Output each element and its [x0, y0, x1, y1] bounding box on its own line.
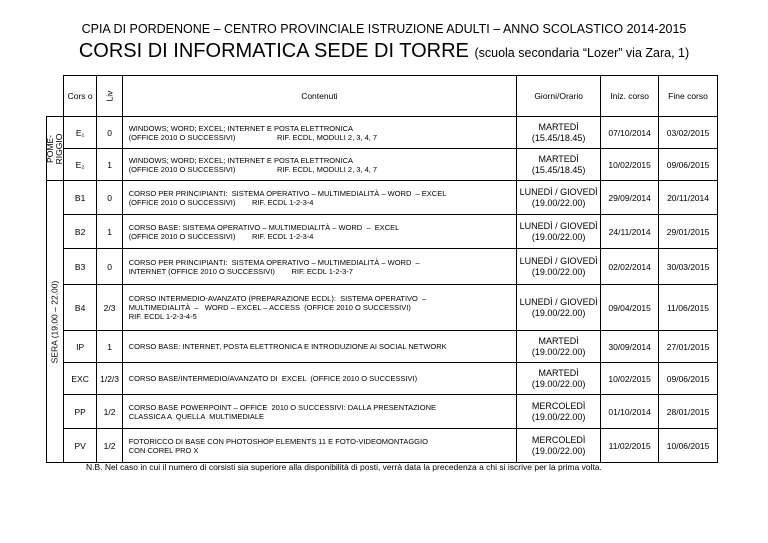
contenuti-line2: CLASSICA A QUELLA MULTIMEDIALE — [128, 411, 265, 421]
cell-inizio: 11/02/2015 — [601, 429, 659, 463]
table-row — [47, 331, 718, 363]
title-subtitle: (scuola secondaria “Lozer” via Zara, 1) — [474, 46, 690, 60]
cell-corso: B1 — [63, 181, 97, 215]
cell-fine: 28/01/2015 — [659, 395, 718, 429]
cell-inizio: 10/02/2015 — [601, 149, 659, 181]
cell-giorni — [517, 215, 601, 249]
table-row — [47, 117, 718, 149]
cell-inizio: 24/11/2014 — [601, 215, 659, 249]
cell-corso: PP — [63, 395, 97, 429]
table-row — [47, 285, 718, 331]
cell-corso: E₂ — [63, 149, 97, 181]
table-row — [47, 429, 718, 463]
giorni-day: MARTEDÌ — [538, 121, 579, 132]
giorni-day: MERCOLEDÌ — [531, 434, 586, 445]
cell-corso: B4 — [63, 285, 97, 331]
cell-inizio: 10/02/2015 — [601, 363, 659, 395]
giorni-day: MARTEDÌ — [538, 367, 579, 378]
giorni-time: (19.00/22.00) — [531, 197, 586, 208]
giorni-time: (19.00/22.00) — [531, 411, 586, 422]
contenuti-line2: CON COREL PRO X — [128, 445, 199, 455]
col-header-liv — [97, 76, 122, 117]
cell-liv: 2/3 — [97, 285, 122, 331]
cell-liv: 0 — [97, 249, 122, 285]
table-body — [44, 117, 718, 463]
cell-liv: 1 — [97, 331, 122, 363]
col-header-liv-text: Liv — [104, 90, 115, 102]
contenuti-line1: CORSO PER PRINCIPIANTI: SISTEMA OPERATIVO – MULTIMEDIALITÀ – WORD – — [128, 257, 420, 267]
giorni-time: (19.00/22.00) — [531, 378, 586, 389]
table-row — [47, 215, 718, 249]
cell-liv: 0 — [97, 117, 122, 149]
giorni-time: (19.00/22.00) — [531, 346, 586, 357]
giorni-time: (15.45/18.45) — [531, 132, 586, 143]
giorni-time: (19.00/22.00) — [531, 266, 586, 277]
contenuti-line2: INTERNET (OFFICE 2010 O SUCCESSIVI) RIF. ECDL 1-2-3-7 — [128, 266, 353, 276]
contenuti-line1: CORSO BASE POWERPOINT – OFFICE 2010 O SUCCESSIVI: DALLA PRESENTAZIONE — [128, 402, 436, 412]
cell-liv: 0 — [97, 181, 122, 215]
contenuti-line2: (OFFICE 2010 O SUCCESSIVI) RIF. ECDL, MODULI 2, 3, 4, 7 — [128, 132, 378, 142]
col-header-contenuti: Contenuti — [122, 76, 516, 117]
cell-corso: EXC — [63, 363, 97, 395]
contenuti-line1: CORSO BASE: INTERNET, POSTA ELETTRONICA E INTRODUZIONE AI SOCIAL NETWORK — [128, 342, 447, 351]
cell-liv: 1 — [97, 215, 122, 249]
cell-giorni — [517, 249, 601, 285]
contenuti-line1: FOTORICCO DI BASE CON PHOTOSHOP ELEMENTS 11 E FOTO-VIDEOMONTAGGIO — [128, 436, 428, 446]
table-row — [47, 181, 718, 215]
cell-fine: 09/06/2015 — [659, 149, 718, 181]
cell-inizio: 02/02/2014 — [601, 249, 659, 285]
contenuti-line2: (OFFICE 2010 O SUCCESSIVI) RIF. ECDL 1-2-3-4 — [128, 197, 314, 207]
giorni-day: LUNEDÌ / GIOVEDÌ — [519, 186, 598, 197]
cell-contenuti — [122, 249, 516, 285]
cell-contenuti — [122, 117, 516, 149]
cell-liv: 1/2 — [97, 395, 122, 429]
cell-contenuti — [122, 181, 516, 215]
table-row — [47, 363, 718, 395]
cell-corso: PV — [63, 429, 97, 463]
cell-contenuti — [122, 331, 516, 363]
cell-giorni — [517, 363, 601, 395]
giorni-time: (19.00/22.00) — [531, 307, 586, 318]
contenuti-line2: (OFFICE 2010 O SUCCESSIVI) RIF. ECDL 1-2-3-4 — [128, 231, 314, 241]
giorni-day: LUNEDÌ / GIOVEDÌ — [519, 296, 598, 307]
table-header-row — [47, 76, 718, 117]
cell-giorni — [517, 149, 601, 181]
cell-liv: 1/2 — [97, 429, 122, 463]
cell-contenuti — [122, 285, 516, 331]
contenuti-line2: (OFFICE 2010 O SUCCESSIVI) RIF. ECDL, MODULI 2, 3, 4, 7 — [128, 164, 378, 174]
cell-giorni — [517, 181, 601, 215]
title-text: CORSI DI INFORMATICA SEDE DI TORRE — [78, 40, 469, 62]
group-pomeriggio — [44, 117, 64, 181]
col-header-giorni: Giorni/Orario — [517, 76, 601, 117]
cell-inizio: 09/04/2015 — [601, 285, 659, 331]
cell-giorni — [517, 285, 601, 331]
contenuti-line1: CORSO BASE: SISTEMA OPERATIVO – MULTIMEDIALITÀ – WORD – EXCEL — [128, 222, 400, 232]
contenuti-line1: WINDOWS; WORD; EXCEL; INTERNET E POSTA ELETTRONICA — [128, 123, 354, 133]
cell-corso: E₁ — [63, 117, 97, 149]
cell-giorni — [517, 331, 601, 363]
cell-giorni — [517, 429, 601, 463]
cell-contenuti — [122, 395, 516, 429]
group-pomeriggio-label: POME- RIGGIO — [44, 133, 64, 164]
col-header-inizio: Iniz. corso — [601, 76, 659, 117]
giorni-time: (19.00/22.00) — [531, 445, 586, 456]
group-sera-label: SERA (19.00 – 22.00) — [49, 280, 60, 363]
cell-inizio: 29/09/2014 — [601, 181, 659, 215]
giorni-time: (15.45/18.45) — [531, 164, 586, 175]
giorni-day: MARTEDÌ — [538, 335, 579, 346]
cell-inizio: 01/10/2014 — [601, 395, 659, 429]
giorni-time: (19.00/22.00) — [531, 231, 586, 242]
cell-corso: B3 — [63, 249, 97, 285]
contenuti-line3: RIF. ECDL 1-2-3-4-5 — [128, 312, 197, 321]
contenuti-line1: CORSO BASE/INTERMEDIO/AVANZATO DI EXCEL (OFFICE 2010 O SUCCESSIVI) — [128, 374, 418, 383]
contenuti-line2: MULTIMEDIALITÀ – WORD – EXCEL – ACCESS (OFFICE 2010 O SUCCESSIVI) — [128, 303, 411, 312]
contenuti-line1: CORSO PER PRINCIPIANTI: SISTEMA OPERATIVO – MULTIMEDIALITÀ – WORD – EXCEL — [128, 188, 447, 198]
cell-corso: IP — [63, 331, 97, 363]
courses-table — [46, 75, 718, 463]
cell-giorni — [517, 395, 601, 429]
col-header-fine: Fine corso — [659, 76, 718, 117]
cell-fine: 11/06/2015 — [659, 285, 718, 331]
footnote: N.B. Nel caso in cui il numero di corsisti sia superiore alla disponibilità di posti, verrà data la precedenza a chi si iscrive per la prima volta. — [86, 462, 602, 472]
cell-inizio: 30/09/2014 — [601, 331, 659, 363]
cell-contenuti — [122, 149, 516, 181]
page-title — [0, 40, 768, 63]
cell-fine: 03/02/2015 — [659, 117, 718, 149]
giorni-day: LUNEDÌ / GIOVEDÌ — [519, 220, 598, 231]
cell-fine: 27/01/2015 — [659, 331, 718, 363]
cell-fine: 09/06/2015 — [659, 363, 718, 395]
group-sera — [47, 181, 64, 463]
cell-contenuti — [122, 363, 516, 395]
cell-liv: 1 — [97, 149, 122, 181]
header-blank — [47, 76, 64, 117]
cell-giorni — [517, 117, 601, 149]
table-row — [47, 249, 718, 285]
cell-fine: 10/06/2015 — [659, 429, 718, 463]
cell-fine: 30/03/2015 — [659, 249, 718, 285]
table-row — [47, 395, 718, 429]
cell-contenuti — [122, 215, 516, 249]
cell-inizio: 07/10/2014 — [601, 117, 659, 149]
table-row — [47, 149, 718, 181]
contenuti-line1: WINDOWS; WORD; EXCEL; INTERNET E POSTA ELETTRONICA — [128, 155, 354, 165]
giorni-day: MARTEDÌ — [538, 153, 579, 164]
giorni-day: LUNEDÌ / GIOVEDÌ — [519, 255, 598, 266]
col-header-corso: Cors o — [63, 76, 97, 117]
contenuti-line1: CORSO INTERMEDIO-AVANZATO (PREPARAZIONE ECDL): SISTEMA OPERATIVO – — [128, 294, 427, 303]
cell-fine: 20/11/2014 — [659, 181, 718, 215]
cell-contenuti — [122, 429, 516, 463]
giorni-day: MERCOLEDÌ — [531, 400, 586, 411]
header-line: CPIA DI PORDENONE – CENTRO PROVINCIALE ISTRUZIONE ADULTI – ANNO SCOLASTICO 2014-2015 — [81, 22, 687, 36]
cell-liv: 1/2/3 — [97, 363, 122, 395]
cell-fine: 29/01/2015 — [659, 215, 718, 249]
cell-corso: B2 — [63, 215, 97, 249]
